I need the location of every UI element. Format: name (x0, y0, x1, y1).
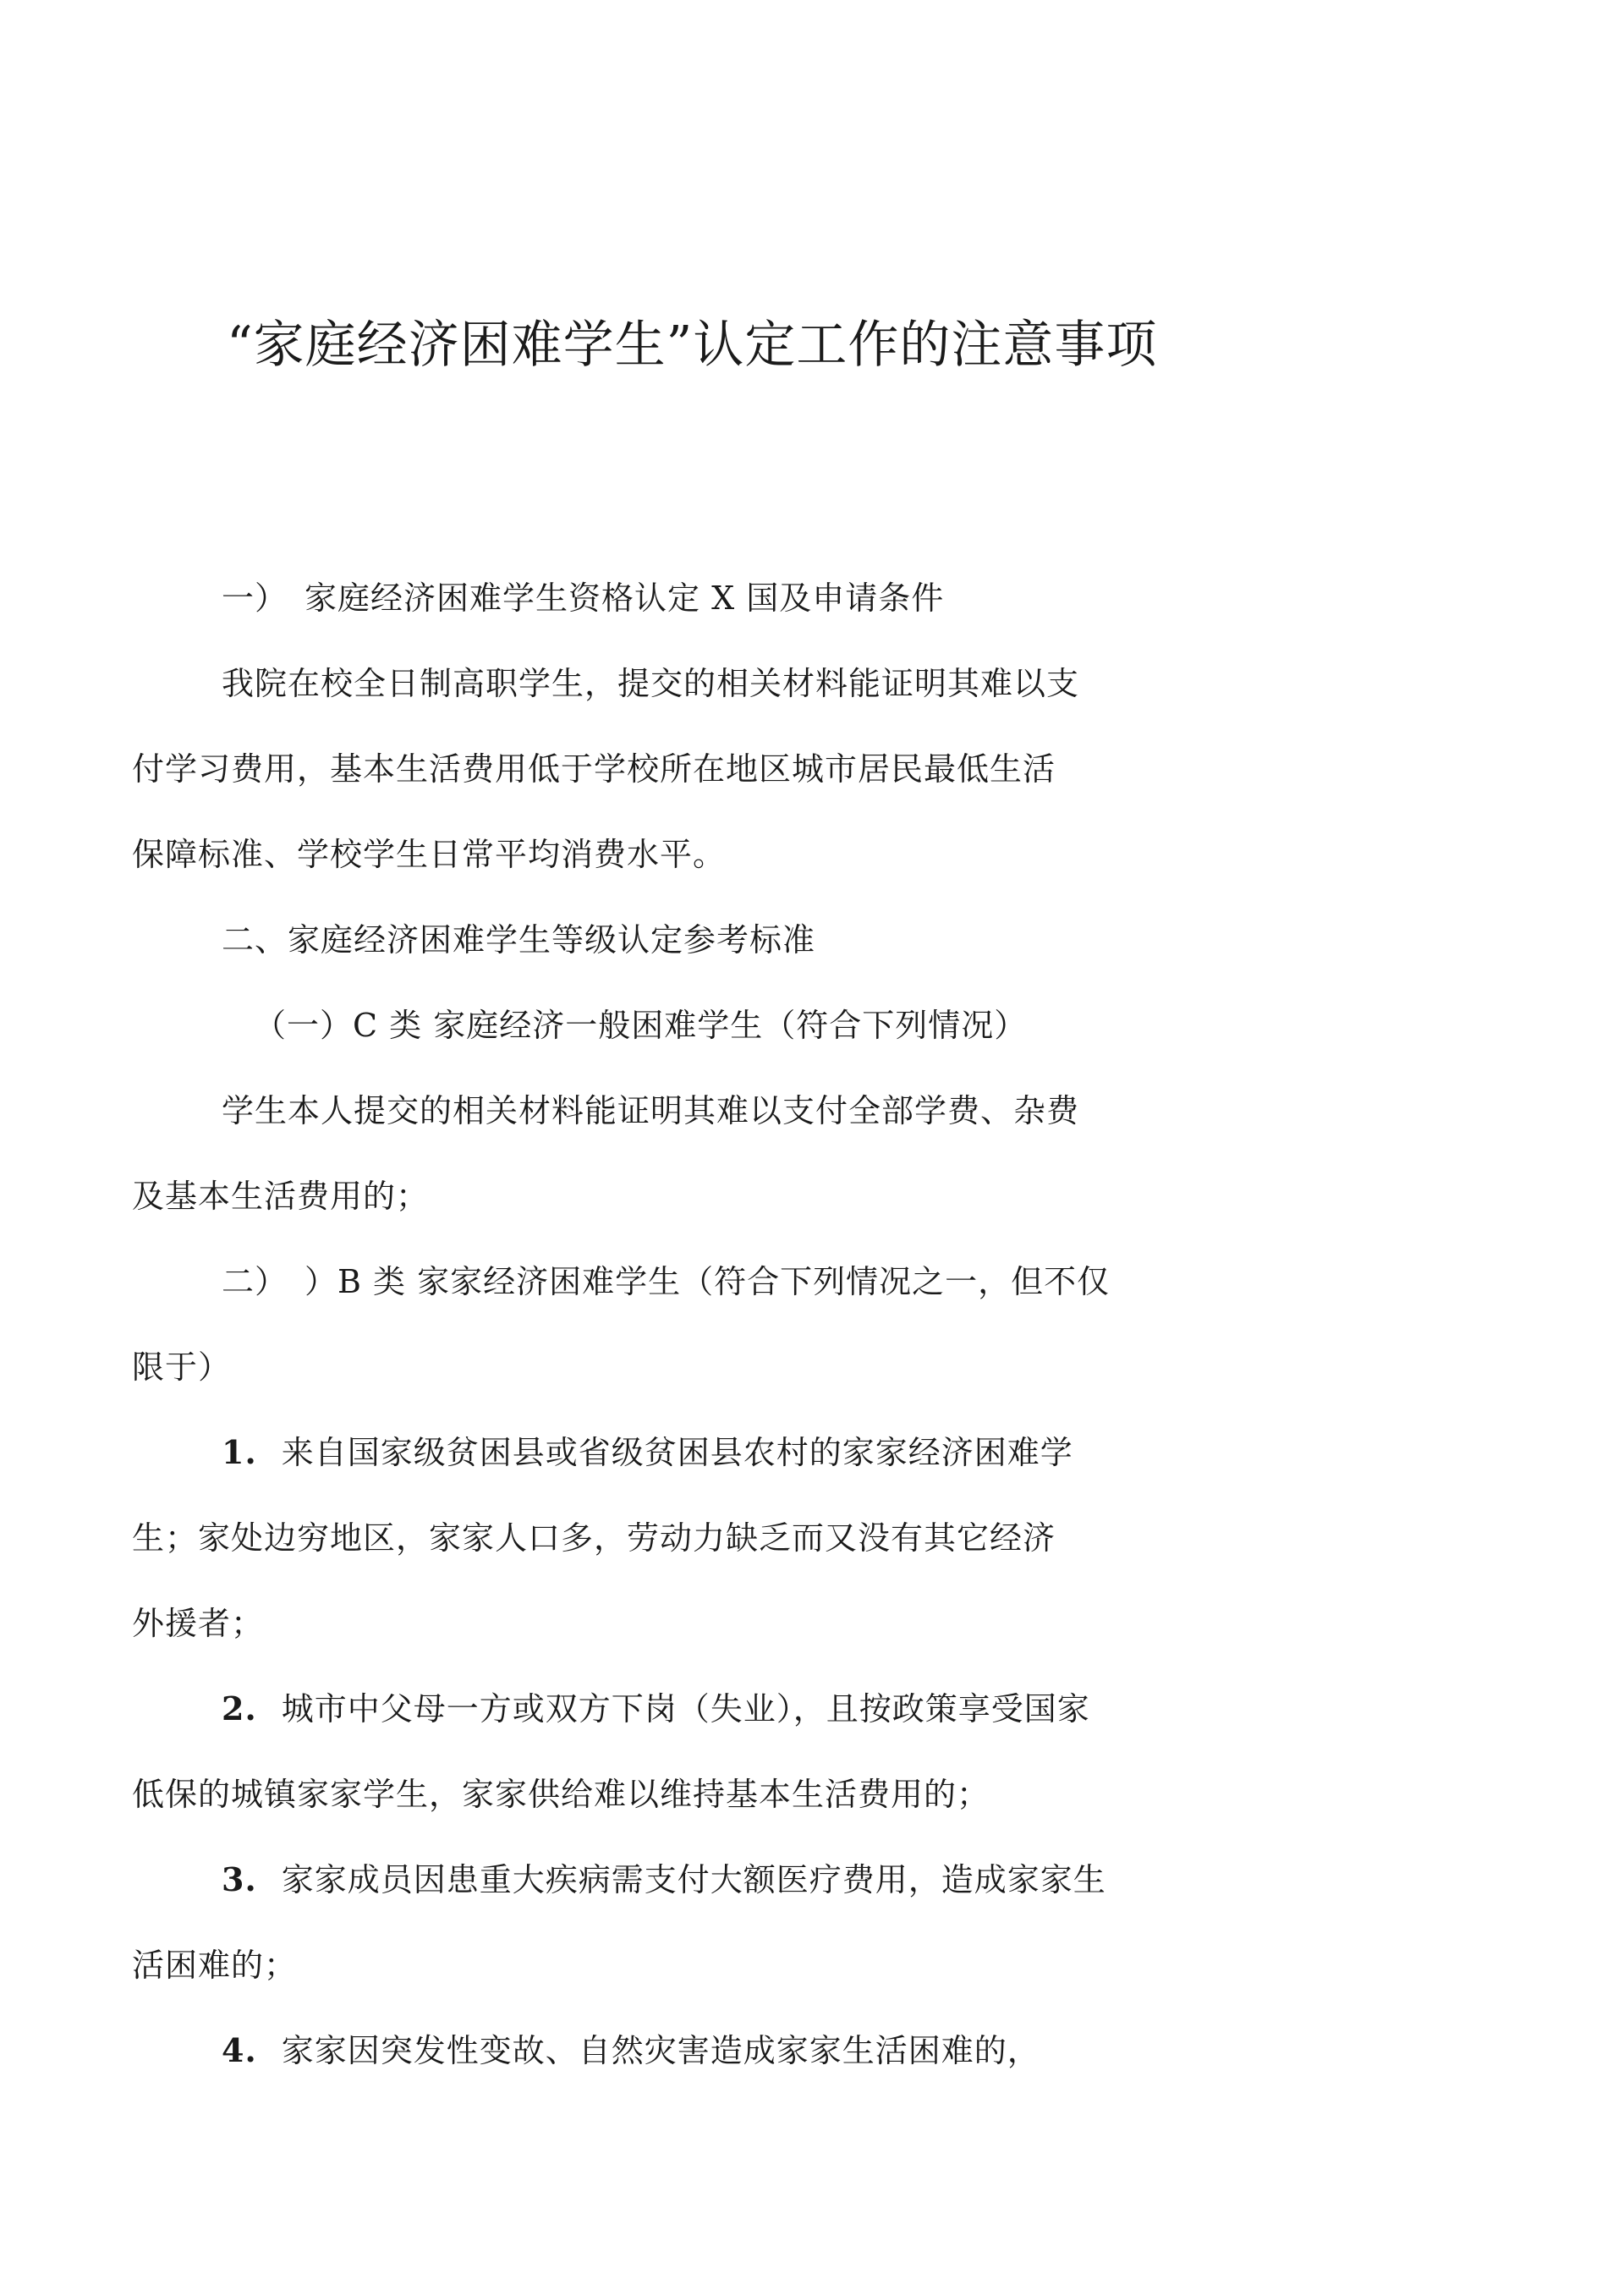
document-title: “家庭经济困难学生”认定工作的注意事项 (227, 316, 1158, 375)
paragraph-line: 外援者； (132, 1605, 265, 1642)
paragraph-line: 及基本生活费用的； (132, 1178, 430, 1215)
paragraph-line: 限于） (132, 1348, 232, 1386)
list-item-4 (222, 2029, 1040, 2073)
section-heading-2: 二、家庭经济困难学生等级认定参考标准 (222, 921, 816, 958)
list-number: 4. (222, 2031, 257, 2069)
list-item-text: 家家成员因患重大疾病需支付大额医疗费用，造成家家生 (281, 1861, 1106, 1898)
section-heading-1: 一） 家庭经济困难学生资格认定 X 国及申请条件 (222, 579, 945, 617)
list-item-text: 来自国家级贫困县或省级贫困县农村的家家经济困难学 (281, 1434, 1073, 1471)
paragraph-line: 学生本人提交的相关材料能证明其难以支付全部学费、杂费 (222, 1092, 1080, 1129)
paragraph-line: 我院在校全日制高职学生，提交的相关材料能证明其难以支 (222, 665, 1080, 702)
list-item-1 (222, 1431, 1073, 1475)
subsection-heading-c: （一）C 类 家庭经济一般困难学生（符合下列情况） (254, 1007, 1028, 1044)
list-item-text: 家家因突发性变故、自然灾害造成家家生活困难的， (281, 2032, 1040, 2069)
paragraph-line: 生；家处边穷地区，家家人口多，劳动力缺乏而又没有其它经济 (132, 1519, 1056, 1557)
paragraph-line: 保障标准、学校学生日常平均消费水平。 (132, 836, 727, 873)
list-number: 2. (222, 1689, 257, 1727)
paragraph-line: 付学习费用，基本生活费用低于学校所在地区城市居民最低生活 (132, 750, 1056, 788)
list-number: 1. (222, 1433, 257, 1471)
list-number: 3. (222, 1860, 257, 1898)
list-item-text: 城市中父母一方或双方下岗（失业），且按政策享受国家 (281, 1690, 1090, 1727)
list-item-2 (222, 1687, 1090, 1731)
subsection-heading-b: 二） ）B 类 家家经济困难学生（符合下列情况之一，但不仅 (222, 1263, 1111, 1300)
paragraph-line: 活困难的； (132, 1947, 298, 1984)
list-item-3 (222, 1858, 1106, 1902)
paragraph-line: 低保的城镇家家学生，家家供给难以维持基本生活费用的； (132, 1776, 990, 1813)
